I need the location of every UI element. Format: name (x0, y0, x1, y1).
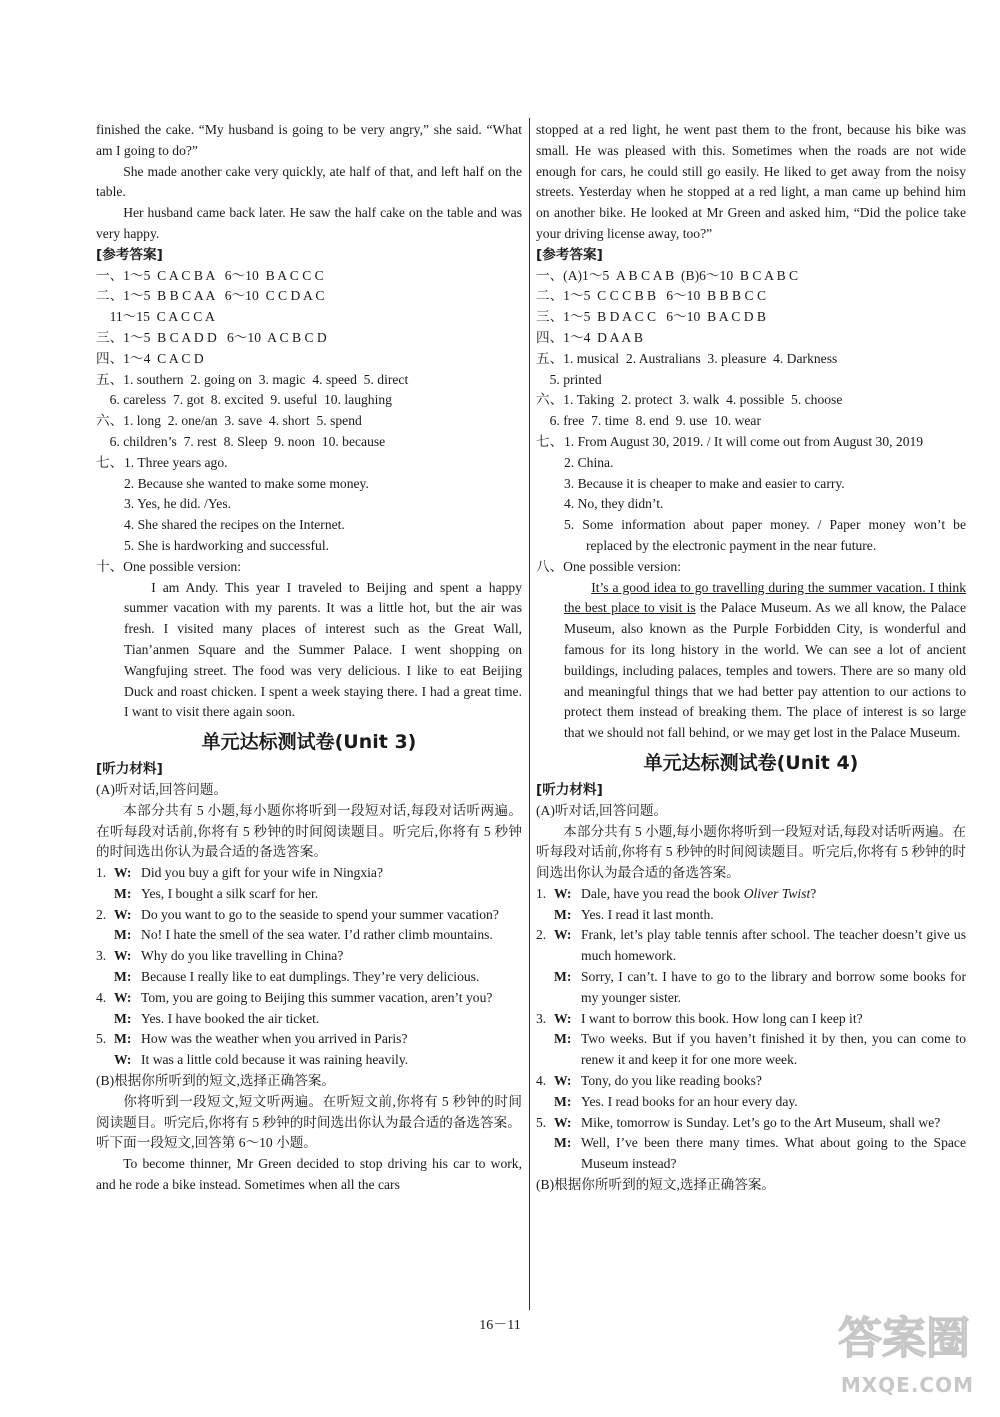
column-divider (529, 118, 530, 1310)
answer-line: 11～15 C A C C A (96, 309, 215, 325)
speaker: M: (114, 969, 132, 985)
answer-line: 五、1. musical 2. Australians 3. pleasure 4. Darkness (536, 350, 838, 366)
dialog-text: Well, I’ve been there many times. What about going to the Space Museum instead? (581, 1135, 966, 1172)
story-paragraph: finished the cake. “My husband is going to be very angry,” she said. “What am I going to do?” (96, 122, 522, 158)
dialog-number: 1. (536, 885, 547, 901)
dialog-text: Why do you like travelling in China? (141, 948, 344, 964)
dialog-line (96, 884, 522, 905)
listening-heading: [听力材料] (96, 761, 163, 778)
answer-line: 四、1～4 D A A B (536, 329, 643, 345)
listening-heading: [听力材料] (536, 781, 603, 798)
page-number: 16－11 (479, 1318, 521, 1333)
answer-line: 六、1. Taking 2. protect 3. walk 4. possible 5. choose (536, 392, 843, 408)
speaker: W: (554, 1073, 572, 1089)
dialog-line (536, 1133, 966, 1175)
dialog-text: Sorry, I can’t. I have to go to the library and borrow some books for my younger sister. (581, 969, 966, 1005)
speaker: W: (554, 1010, 572, 1026)
watermark-text: MXQE.COM (840, 1373, 974, 1397)
answer-line: 一、1～5 C A C B A 6～10 B A C C C (96, 267, 324, 283)
answer-line: 二、1～5 C C C B B 6～10 B B B C C (536, 288, 767, 304)
dialog-number: 3. (96, 948, 107, 964)
dialog-line (96, 988, 522, 1009)
dialog-number: 5. (536, 1114, 547, 1130)
speaker: M: (554, 906, 572, 922)
essay-paragraph: I am Andy. This year I traveled to Beijing and spent a happy summer vacation with my parents. It was a little hot, but the air was fresh. I visited many places of interest such as the Great Wall, Tian’anmen Square and the Summer Palace. I went shopping on Wangfujing street. The food was very delicious. I like to eat Beijing Duck and roast chicken. I spent a week staying there. I had a great time. I want to visit there again soon. (124, 579, 522, 720)
dialog-text-part: ? (810, 885, 817, 901)
part-b-subtitle: 听下面一段短文,回答第 6～10 小题。 (96, 1135, 317, 1151)
answers-heading: [参考答案] (536, 246, 603, 263)
dialog-text: Yes. I read it last month. (581, 906, 714, 922)
dialog-text: Tom, you are going to Beijing this summer vacation, aren’t you? (141, 989, 493, 1005)
q10-label: 十、One possible version: (96, 558, 241, 574)
answer-line: 2. China. (564, 454, 614, 470)
dialog-text: Frank, let’s play table tennis after school. The teacher doesn’t give us much homework. (581, 927, 966, 964)
dialog-line (536, 884, 966, 905)
speaker: W: (554, 885, 572, 901)
dialog-number: 4. (536, 1073, 547, 1089)
speaker: M: (554, 1031, 572, 1047)
story-paragraph: Her husband came back later. He saw the half cake on the table and was very happy. (96, 205, 522, 241)
dialog-line (536, 1029, 966, 1071)
answer-line: 二、1～5 B B C A A 6～10 C C D A C (96, 288, 325, 304)
answer-line: 5. She is hardworking and successful. (124, 537, 330, 553)
dialog-number: 3. (536, 1010, 547, 1026)
speaker: M: (114, 927, 132, 943)
dialog-text: It was a little cold because it was raining heavily. (141, 1052, 409, 1068)
unit4-title: 单元达标测试卷(Unit 4) (643, 751, 859, 774)
dialog-line (96, 925, 522, 946)
dialog-text: Yes. I have booked the air ticket. (141, 1010, 320, 1026)
answer-line: 6. careless 7. got 8. excited 9. useful 10. laughing (96, 392, 392, 408)
dialog-line (536, 1009, 966, 1030)
dialog-text: Because I really like to eat dumplings. They’re very delicious. (141, 969, 480, 985)
q7-label: 七、 (96, 454, 124, 470)
dialog-line (536, 1113, 966, 1134)
dialog-text: Do you want to go to the seaside to spend your summer vacation? (141, 906, 499, 922)
dialog-text (581, 884, 966, 905)
speaker: M: (114, 1010, 132, 1026)
answer-line: 6. children’s 7. rest 8. Sleep 9. noon 10. because (96, 433, 386, 449)
answer-line: 6. free 7. time 8. end 9. use 10. wear (536, 413, 761, 429)
dialog-line (96, 946, 522, 967)
dialog-number: 5. (96, 1031, 107, 1047)
part-b-title: (B)根据你所听到的短文,选择正确答案。 (536, 1177, 776, 1193)
dialog-number: 4. (96, 989, 107, 1005)
dialog-number: 2. (536, 927, 547, 943)
speaker: W: (114, 948, 132, 964)
story-paragraph: To become thinner, Mr Green decided to stop driving his car to work, and he rode a bike instead. Sometimes when all the cars (96, 1156, 522, 1193)
answer-line: 5. printed (536, 371, 602, 387)
story-paragraph: She made another cake very quickly, ate half of that, and left half on the table. (96, 163, 522, 200)
essay-text: the Palace Museum. As we all know, the Palace Museum, also known as the Purple Forbidden City, is wonderful and famous for its long history in the world. We can see a lot of ancient buildings, including palaces, temples and towers. There are so many old and meaningful things that we had better pay attention to our actions to protect them instead of breaking them. The place of interest is so large that we should not fall behind, or we may get lost in the Palace Museum. (564, 600, 966, 741)
speaker: W: (114, 1052, 132, 1068)
answer-line: 五、1. southern 2. going on 3. magic 4. speed 5. direct (96, 371, 409, 387)
dialog-text: Two weeks. But if you haven’t finished it by then, you can come to renew it and keep it for one more week. (581, 1031, 966, 1068)
dialog-number: 2. (96, 906, 107, 922)
dialog-line (96, 863, 522, 884)
part-b-title: (B)根据你所听到的短文,选择正确答案。 (96, 1073, 336, 1089)
answer-line: 3. Yes, he did. /Yes. (124, 496, 232, 512)
answer-line: 1. Three years ago. (124, 454, 228, 470)
answer-line: 4. No, they didn’t. (564, 496, 664, 512)
q7-block (96, 453, 522, 557)
answer-line: 四、1～4 C A C D (96, 350, 204, 366)
story-paragraph: stopped at a red light, he went past them to the front, because his bike was small. He was pleased with this. Sometimes when the roads are not wide enough for cars, he could still go easily. He liked to get away from the noisy streets. Yesterday when he stopped at a red light, a man came up behind him on another bike. He looked at Mr Green and asked him, “Did the police take your driving license away, too?” (536, 122, 966, 241)
answer-line: 1. From August 30, 2019. / It will come out from August 30, 2019 (564, 433, 924, 449)
dialog-line (536, 925, 966, 967)
q7-label: 七、 (536, 433, 564, 449)
essay-paragraph (536, 578, 966, 744)
part-a-title: (A)听对话,回答问题。 (536, 802, 668, 818)
dialog-text: Yes, I bought a silk scarf for her. (141, 885, 319, 901)
dialog-number: 1. (96, 865, 107, 881)
answer-line: 一、(A)1～5 A B C A B (B)6～10 B C A B C (536, 267, 799, 283)
dialog-text: Tony, do you like reading books? (581, 1073, 762, 1089)
essay-underlined-start: It’s a good idea to go travelling during the summer vacation. I think the best place to visit is (564, 579, 966, 616)
q8-label: 八、One possible version: (536, 558, 681, 574)
dialog-line (96, 1050, 522, 1071)
book-title: Oliver Twist (743, 885, 811, 901)
dialog-line (96, 905, 522, 926)
answers-heading: [参考答案] (96, 246, 163, 263)
dialog-text: How was the weather when you arrived in Paris? (141, 1031, 408, 1047)
speaker: M: (114, 1031, 132, 1047)
dialog-line (536, 967, 966, 1009)
watermark-logo-mark: 答案圈 (838, 1313, 970, 1364)
speaker: W: (554, 1114, 572, 1130)
speaker: M: (554, 969, 572, 985)
speaker: W: (114, 989, 132, 1005)
dialog-line (96, 967, 522, 988)
part-a-instructions: 本部分共有 5 小题,每小题你将听到一段短对话,每段对话听两遍。在听每段对话前,你将有 5 秒钟的时间阅读题目。听完后,你将有 5 秒钟的时间选出你认为最合适的备选答案。 (96, 802, 522, 860)
q7-block (536, 432, 966, 557)
answer-line: 2. Because she wanted to make some money. (124, 475, 369, 491)
part-b-instructions: 你将听到一段短文,短文听两遍。在听短文前,你将有 5 秒钟的时间阅读题目。听完后,你将有 5 秒钟的时间选出你认为最合适的备选答案。 (96, 1093, 522, 1130)
part-a-title: (A)听对话,回答问题。 (96, 781, 228, 797)
dialog-text: Did you buy a gift for your wife in Ningxia? (141, 865, 383, 881)
dialog-text: No! I hate the smell of the sea water. I’d rather climb mountains. (141, 927, 493, 943)
unit3-title: 单元达标测试卷(Unit 3) (201, 731, 417, 754)
dialog-line (536, 1092, 966, 1113)
answer-line: 三、1～5 B D A C C 6～10 B A C D B (536, 309, 767, 325)
speaker: W: (114, 906, 132, 922)
dialog-text: I want to borrow this book. How long can I keep it? (581, 1010, 863, 1026)
left-column (96, 120, 522, 1196)
dialog-line (96, 1009, 522, 1030)
dialog-line (96, 1029, 522, 1050)
answer-line: 5. Some information about paper money. / Paper money won’t be replaced by the electronic payment in the near future. (564, 517, 966, 553)
dialog-text-part: Dale, have you read the book (581, 885, 744, 901)
speaker: M: (554, 1093, 572, 1109)
speaker: M: (554, 1135, 572, 1151)
speaker: W: (554, 927, 572, 943)
dialog-line (536, 1071, 966, 1092)
right-column (536, 120, 966, 1196)
dialog-text: Mike, tomorrow is Sunday. Let’s go to the Art Museum, shall we? (581, 1114, 941, 1130)
answer-line: 3. Because it is cheaper to make and easier to carry. (564, 475, 845, 491)
answer-line: 4. She shared the recipes on the Internet. (124, 517, 345, 533)
dialog-text: Yes. I read books for an hour every day. (581, 1093, 798, 1109)
speaker: M: (114, 885, 132, 901)
answer-line: 六、1. long 2. one/an 3. save 4. short 5. spend (96, 413, 362, 429)
watermark-logo (824, 1302, 974, 1397)
part-a-instructions: 本部分共有 5 小题,每小题你将听到一段短对话,每段对话听两遍。在听每段对话前,你将有 5 秒钟的时间阅读题目。听完后,你将有 5 秒钟的时间选出你认为最合适的备选答案。 (536, 823, 966, 881)
answer-line: 三、1～5 B C A D D 6～10 A C B C D (96, 329, 327, 345)
speaker: W: (114, 865, 132, 881)
dialog-line (536, 905, 966, 926)
